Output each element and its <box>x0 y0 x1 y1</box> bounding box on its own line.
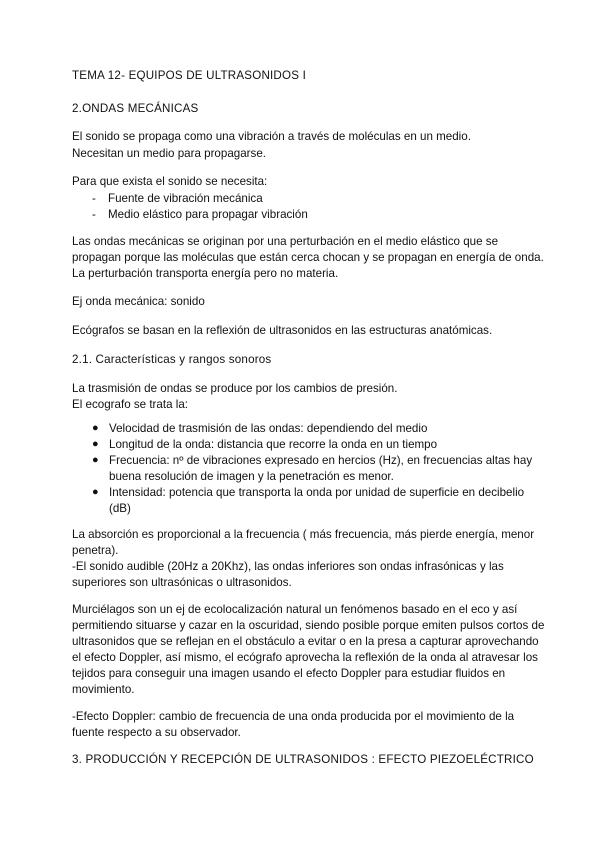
dash-list-item-text: Medio elástico para propagar vibración <box>108 208 308 221</box>
paragraph-line: Las ondas mecánicas se originan por una perturbación en el medio elástico que se <box>72 235 499 248</box>
dash-list-item <box>92 206 308 223</box>
paragraph-line: Necesitan un medio para propagarse. <box>72 147 266 160</box>
paragraph-line: -El sonido audible (20Hz a 20Khz), las ondas inferiores son ondas infrasónicas y las <box>72 560 504 573</box>
dash-list-item <box>92 190 263 207</box>
paragraph-line: superiores son ultrasónicas o ultrasonidos. <box>72 576 292 589</box>
paragraph-line: fuente respecto a su observador. <box>72 726 241 739</box>
dash-marker: - <box>92 208 96 221</box>
dash-marker: - <box>92 192 96 205</box>
bullet-text: Intensidad: potencia que transporta la onda por unidad de superficie en decibelio <box>109 486 525 499</box>
paragraph-line: permitiendo situarse y cazar en la oscuridad, siendo posible porque emiten pulsos cortos de <box>72 619 545 632</box>
bullet-text: Velocidad de trasmisión de las ondas: dependiendo del medio <box>109 422 428 435</box>
bullet-text: Frecuencia: nº de vibraciones expresado en hercios (Hz), en frecuencias altas hay <box>109 454 533 467</box>
section-heading-2-1: 2.1. Características y rangos sonoros <box>72 353 272 366</box>
bullet-text: buena resolución de imagen y la penetración es menor. <box>109 470 394 483</box>
paragraph-line: -Efecto Doppler: cambio de frecuencia de una onda producida por el movimiento de la <box>72 710 515 723</box>
paragraph-line: Ej onda mecánica: sonido <box>72 295 205 308</box>
paragraph-line: El ecografo se trata la: <box>72 398 188 411</box>
paragraph-line: el efecto Doppler, así mismo, el ecógrafo aprovecha la reflexión de la onda al atravesar los <box>72 651 538 664</box>
paragraph-line: El sonido se propaga como una vibración a través de moléculas en un medio. <box>72 130 471 143</box>
section-heading-2: 2.ONDAS MECÁNICAS <box>72 102 199 115</box>
paragraph-line: Murciélagos son un ej de ecolocalización natural un fenómenos basado en el eco y así <box>72 603 518 616</box>
bullet-marker: ● <box>92 486 99 498</box>
section-heading-3: 3. PRODUCCIÓN Y RECEPCIÓN DE ULTRASONIDOS : EFECTO PIEZOELÉCTRICO <box>72 753 534 766</box>
paragraph-line: La trasmisión de ondas se produce por los cambios de presión. <box>72 382 398 395</box>
paragraph-line: penetra). <box>72 544 119 557</box>
bullet-marker: ● <box>92 454 99 466</box>
bullet-marker: ● <box>92 438 99 450</box>
paragraph-line: movimiento. <box>72 683 135 696</box>
paragraph-line: La perturbación transporta energía pero no materia. <box>72 267 339 280</box>
bullet-marker: ● <box>92 422 99 434</box>
paragraph-line: Para que exista el sonido se necesita: <box>72 175 268 188</box>
bullet-text: Longitud de la onda: distancia que recorre la onda en un tiempo <box>109 438 438 451</box>
paragraph-line: propagan porque las moléculas que están cerca chocan y se propagan en energía de onda. <box>72 251 544 264</box>
dash-list-item-text: Fuente de vibración mecánica <box>108 192 263 205</box>
paragraph-line: tejidos para conseguir una imagen usando el efecto Doppler para estudiar fluidos en <box>72 667 506 680</box>
paragraph-line: ultrasonidos que se reflejan en el obstáculo a evitar o en la presa a capturar aprovechando <box>72 635 539 648</box>
document-title: TEMA 12- EQUIPOS DE ULTRASONIDOS I <box>72 69 306 82</box>
paragraph-line: La absorción es proporcional a la frecuencia ( más frecuencia, más pierde energía, menor <box>72 528 535 541</box>
bullet-text: (dB) <box>109 502 131 515</box>
paragraph-line: Ecógrafos se basan en la reflexión de ultrasonidos en las estructuras anatómicas. <box>72 324 493 337</box>
